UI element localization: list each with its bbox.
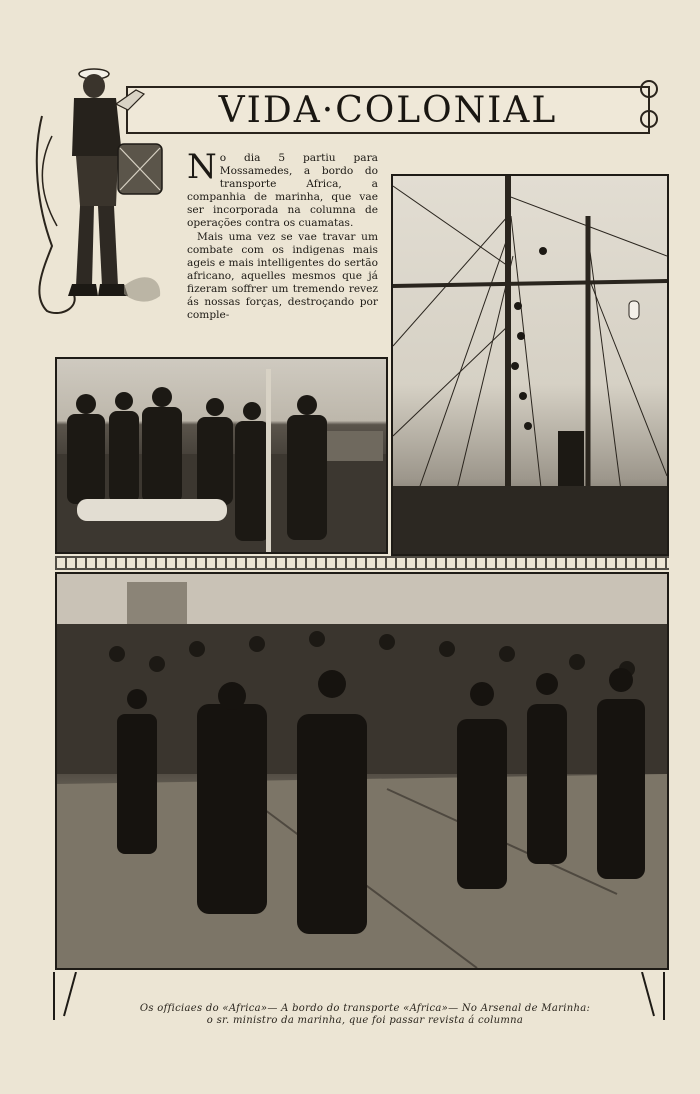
article-paragraph: No dia 5 partiu para Mossamedes, a bordo do transporte Africa, a companhia de marinha, que vae ser incorporada na columna de operações contra os cuamatas. bbox=[187, 152, 378, 230]
photo-ship-rigging bbox=[391, 174, 669, 556]
photo-arsenal-review bbox=[55, 572, 669, 970]
scroll-ornament-icon bbox=[640, 80, 658, 98]
caption-line: Os officiaes do «Africa»— A bordo do transporte «Africa»— No Arsenal de Marinha: bbox=[139, 1003, 591, 1014]
caption-line: o sr. ministro da marinha, que foi passar revista á columna bbox=[206, 1015, 524, 1026]
drummer-illustration bbox=[32, 56, 172, 321]
article-paragraph: Mais uma vez se vae travar um combate com os indigenas mais ageis e mais intelligentes do sertão africano, aquelles mesmos que já fizeram soffrer um tremendo revez ás nossas forças, destroçando por comple- bbox=[187, 230, 378, 322]
ornamental-divider bbox=[55, 556, 669, 570]
drop-cap: N bbox=[187, 152, 217, 187]
frame-ornament-icon bbox=[640, 972, 666, 1022]
scroll-ornament-icon bbox=[640, 110, 658, 128]
photo-officers bbox=[55, 357, 388, 554]
article-text bbox=[187, 152, 378, 332]
frame-ornament-icon bbox=[52, 972, 78, 1022]
photo-caption bbox=[90, 1003, 640, 1027]
header-banner bbox=[126, 86, 650, 134]
page-title: VIDA·COLONIAL bbox=[218, 89, 558, 131]
